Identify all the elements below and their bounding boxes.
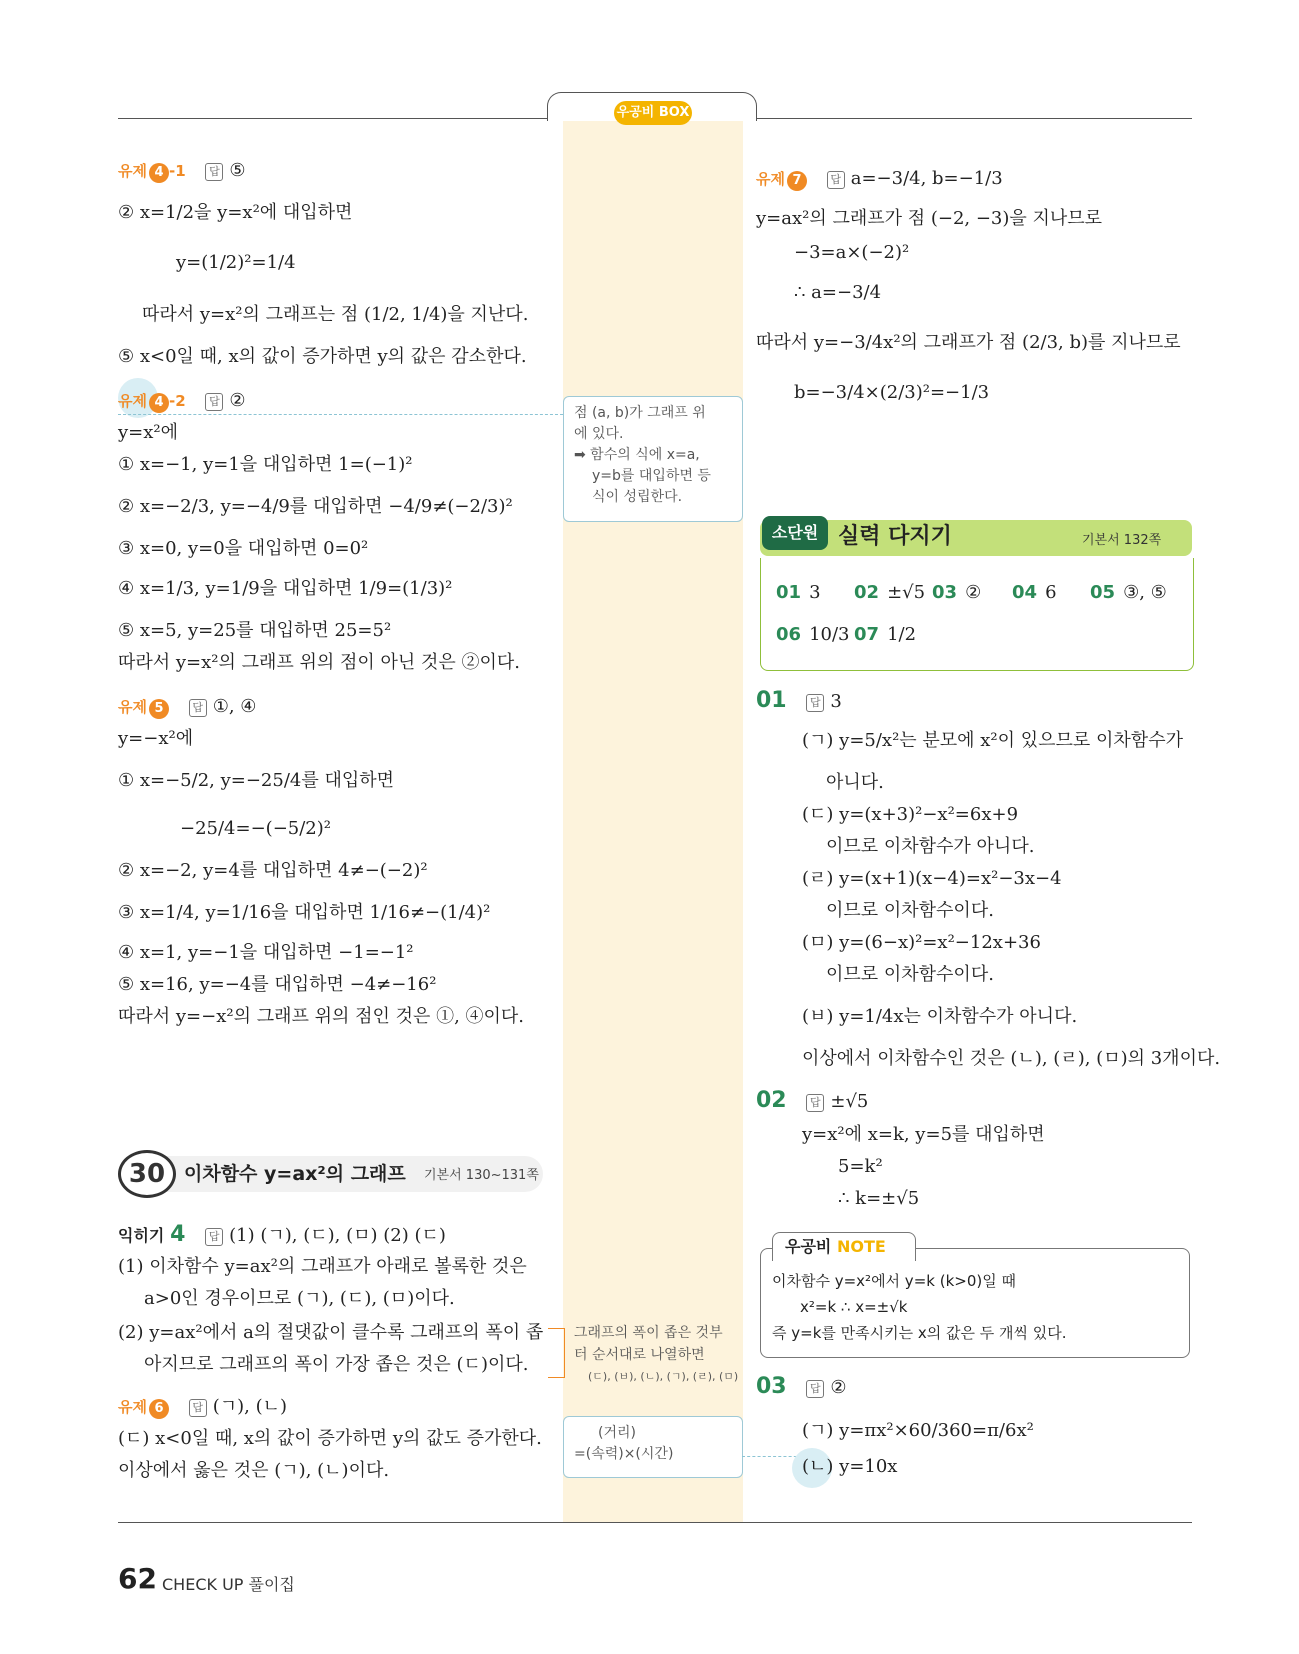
q01-head xyxy=(756,688,842,715)
line: ∴ k=±√5 xyxy=(838,1188,920,1209)
answer: ② xyxy=(229,390,246,411)
yuje-label: 유제 xyxy=(118,162,147,180)
box-label: 우공비 BOX xyxy=(614,101,692,125)
yuje-sub: -2 xyxy=(168,392,186,410)
answer: 3 xyxy=(830,691,842,712)
line: ② x=−2/3, y=−4/9를 대입하면 −4/9≠(−2/3)² xyxy=(118,496,513,517)
sdw-ref: 기본서 132쪽 xyxy=(1082,533,1162,548)
answer-icon: 답 xyxy=(806,1380,824,1398)
answer-icon: 답 xyxy=(827,171,845,189)
answer-icon: 답 xyxy=(189,1399,207,1417)
line: (ㄱ) y=5/x²는 분모에 x²이 있으므로 이차함수가 xyxy=(802,730,1183,751)
section-ref: 기본서 130~131쪽 xyxy=(424,1168,539,1183)
answer-val: ±√5 xyxy=(887,582,926,603)
q02-head xyxy=(756,1088,868,1115)
yuje-label: 유제 xyxy=(756,170,785,188)
answer-icon: 답 xyxy=(205,163,223,181)
line: ⑤ x<0일 때, x의 값이 증가하면 y의 값은 감소한다. xyxy=(118,346,527,367)
line: ④ x=1/3, y=1/9을 대입하면 1/9=(1/3)² xyxy=(118,578,453,599)
line: 아니다. xyxy=(826,772,884,793)
note-line: ➡ 함수의 식에 x=a, xyxy=(574,447,700,463)
answer-icon: 답 xyxy=(189,699,207,717)
bottom-rule xyxy=(118,1522,1192,1523)
ikhigi-label: 익히기 xyxy=(118,1226,165,1245)
yuje-label: 유제 xyxy=(118,1398,147,1416)
ikhigi-number: 4 xyxy=(170,1222,186,1247)
leader-line xyxy=(548,1328,565,1378)
leader-line xyxy=(742,1456,802,1457)
answer: ⑤ xyxy=(229,160,246,181)
note-tab xyxy=(772,1232,916,1261)
note-title-a: 우공비 xyxy=(785,1237,837,1256)
yuje-number: 7 xyxy=(787,171,807,191)
problem-4-1-head xyxy=(118,158,246,184)
side-note-width xyxy=(574,1322,744,1388)
note-line: y=b를 대입하면 등 xyxy=(592,468,711,484)
section-title: 이차함수 y=ax²의 그래프 xyxy=(184,1163,406,1185)
section-number: 30 xyxy=(118,1150,176,1198)
line: 따라서 y=−3/4x²의 그래프가 점 (2/3, b)를 지나므로 xyxy=(756,332,1181,353)
note-line: (ㄷ), (ㅂ), (ㄴ), (ㄱ), (ㄹ), (ㅁ) xyxy=(588,1370,739,1383)
line: a>0인 경우이므로 (ㄱ), (ㄷ), (ㅁ)이다. xyxy=(144,1288,455,1309)
question-number: 03 xyxy=(756,1374,787,1399)
line: ⑤ x=16, y=−4를 대입하면 −4≠−16² xyxy=(118,974,437,995)
answer-06 xyxy=(776,624,849,645)
line: 따라서 y=−x²의 그래프 위의 점인 것은 ①, ④이다. xyxy=(118,1006,525,1027)
yuje-number: 4 xyxy=(149,163,169,183)
note-line: 즉 y=k를 만족시키는 x의 값은 두 개씩 있다. xyxy=(772,1324,1067,1342)
note-line: 그래프의 폭이 좁은 것부 xyxy=(574,1325,723,1341)
problem-4-2-head xyxy=(118,388,246,414)
answer-icon: 답 xyxy=(205,393,223,411)
line: ① x=−5/2, y=−25/4를 대입하면 xyxy=(118,770,395,791)
note-line: 에 있다. xyxy=(574,426,624,442)
sdw-tag: 소단원 xyxy=(762,516,828,550)
side-note-point xyxy=(563,396,743,522)
answer-num: 05 xyxy=(1090,582,1116,603)
line: (ㅁ) y=(6−x)²=x²−12x+36 xyxy=(802,932,1041,953)
side-note-distance xyxy=(563,1416,743,1478)
line: 5=k² xyxy=(838,1156,883,1177)
line: (ㄷ) y=(x+3)²−x²=6x+9 xyxy=(802,804,1019,825)
yuje-number: 6 xyxy=(149,1399,169,1419)
line: 이므로 이차함수가 아니다. xyxy=(826,836,1035,857)
question-number: 02 xyxy=(756,1088,787,1113)
line: ③ x=0, y=0을 대입하면 0=0² xyxy=(118,538,369,559)
note-line: 터 순서대로 나열하면 xyxy=(574,1347,705,1363)
line: 따라서 y=x²의 그래프 위의 점이 아닌 것은 ②이다. xyxy=(118,652,520,673)
line: (ㄱ) y=πx²×60/360=π/6x² xyxy=(802,1420,1034,1441)
answer-04 xyxy=(1012,582,1057,603)
answer-val: 6 xyxy=(1045,582,1057,603)
answer: ② xyxy=(830,1377,847,1398)
line: (ㄷ) x<0일 때, x의 값이 증가하면 y의 값도 증가한다. xyxy=(118,1428,542,1449)
yuje-label: 유제 xyxy=(118,698,147,716)
line: (ㄴ) y=10x xyxy=(802,1456,898,1477)
line: −3=a×(−2)² xyxy=(794,242,910,263)
answer-num: 01 xyxy=(776,582,802,603)
answer: ±√5 xyxy=(830,1091,869,1112)
line: 이므로 이차함수이다. xyxy=(826,900,994,921)
line: y=x²에 x=k, y=5를 대입하면 xyxy=(802,1124,1045,1145)
problem-6-head xyxy=(118,1394,287,1420)
answer-03 xyxy=(932,582,981,603)
answer-val: 10/3 xyxy=(809,624,850,645)
answer-box xyxy=(760,558,1194,671)
answer-05 xyxy=(1090,582,1167,603)
answer-icon: 답 xyxy=(205,1228,223,1246)
line: y=ax²의 그래프가 점 (−2, −3)을 지나므로 xyxy=(756,208,1103,229)
line: 이상에서 이차함수인 것은 (ㄴ), (ㄹ), (ㅁ)의 3개이다. xyxy=(802,1048,1221,1069)
answer: a=−3/4, b=−1/3 xyxy=(850,168,1003,189)
yuje-sub: -1 xyxy=(168,162,186,180)
answer-icon: 답 xyxy=(806,694,824,712)
line: 아지므로 그래프의 폭이 가장 좁은 것은 (ㄷ)이다. xyxy=(144,1354,529,1375)
answer-val: 3 xyxy=(809,582,821,603)
note-line: 식이 성립한다. xyxy=(592,489,683,505)
answer-num: 03 xyxy=(932,582,958,603)
line: ① x=−1, y=1을 대입하면 1=(−1)² xyxy=(118,454,413,475)
line: ② x=−2, y=4를 대입하면 4≠−(−2)² xyxy=(118,860,428,881)
answer-num: 02 xyxy=(854,582,880,603)
ikhigi-4-head xyxy=(118,1222,446,1249)
answer-val: ② xyxy=(965,582,982,603)
line: −25/4=−(−5/2)² xyxy=(180,818,331,839)
note-line: 이차함수 y=x²에서 y=k (k>0)일 때 xyxy=(772,1272,1016,1290)
line: 따라서 y=x²의 그래프는 점 (1/2, 1/4)을 지난다. xyxy=(142,304,529,325)
answer-num: 04 xyxy=(1012,582,1038,603)
line: 이상에서 옳은 것은 (ㄱ), (ㄴ)이다. xyxy=(118,1460,390,1481)
line: (ㄹ) y=(x+1)(x−4)=x²−3x−4 xyxy=(802,868,1062,889)
answer: (1) (ㄱ), (ㄷ), (ㅁ) (2) (ㄷ) xyxy=(229,1225,446,1246)
answer-num: 06 xyxy=(776,624,802,645)
note-line: x²=k ∴ x=±√k xyxy=(800,1298,908,1316)
answer-01 xyxy=(776,582,821,603)
problem-7-head xyxy=(756,166,1003,192)
answer-val: 1/2 xyxy=(887,624,917,645)
note-line: =(속력)×(시간) xyxy=(574,1446,674,1462)
line: ④ x=1, y=−1을 대입하면 −1=−1² xyxy=(118,942,414,963)
line: y=(1/2)²=1/4 xyxy=(176,252,296,273)
yuje-number: 5 xyxy=(149,699,169,719)
line: b=−3/4×(2/3)²=−1/3 xyxy=(794,382,990,403)
line: (ㅂ) y=1/4x는 이차함수가 아니다. xyxy=(802,1006,1078,1027)
q03-head xyxy=(756,1374,847,1401)
answer: ①, ④ xyxy=(212,696,257,717)
line: y=−x²에 xyxy=(118,728,194,749)
line: ② x=1/2을 y=x²에 대입하면 xyxy=(118,202,353,223)
answer-02 xyxy=(854,582,925,603)
line: (1) 이차함수 y=ax²의 그래프가 아래로 볼록한 것은 xyxy=(118,1256,527,1277)
yuje-label: 유제 xyxy=(118,392,147,410)
line: ③ x=1/4, y=1/16을 대입하면 1/16≠−(1/4)² xyxy=(118,902,491,923)
leader-line xyxy=(118,414,563,415)
line: ∴ a=−3/4 xyxy=(794,282,882,303)
answer-07 xyxy=(854,624,916,645)
line: ⑤ x=5, y=25를 대입하면 25=5² xyxy=(118,620,392,641)
problem-5-head xyxy=(118,694,256,720)
answer-icon: 답 xyxy=(806,1094,824,1112)
box-column xyxy=(563,112,743,1522)
yuje-number: 4 xyxy=(149,393,169,413)
note-line: 점 (a, b)가 그래프 위 xyxy=(574,405,706,421)
page-number: 62 xyxy=(118,1562,157,1595)
note-line: (거리) xyxy=(598,1425,636,1441)
line: 이므로 이차함수이다. xyxy=(826,964,994,985)
line: y=x²에 xyxy=(118,422,179,443)
answer-val: ③, ⑤ xyxy=(1123,582,1167,603)
footer-label: CHECK UP 풀이집 xyxy=(162,1575,295,1594)
note-title-b: NOTE xyxy=(836,1237,886,1256)
answer: (ㄱ), (ㄴ) xyxy=(212,1396,288,1417)
line: (2) y=ax²에서 a의 절댓값이 클수록 그래프의 폭이 좁 xyxy=(118,1322,544,1343)
sdw-title: 실력 다지기 xyxy=(838,524,952,549)
answer-num: 07 xyxy=(854,624,880,645)
question-number: 01 xyxy=(756,688,787,713)
